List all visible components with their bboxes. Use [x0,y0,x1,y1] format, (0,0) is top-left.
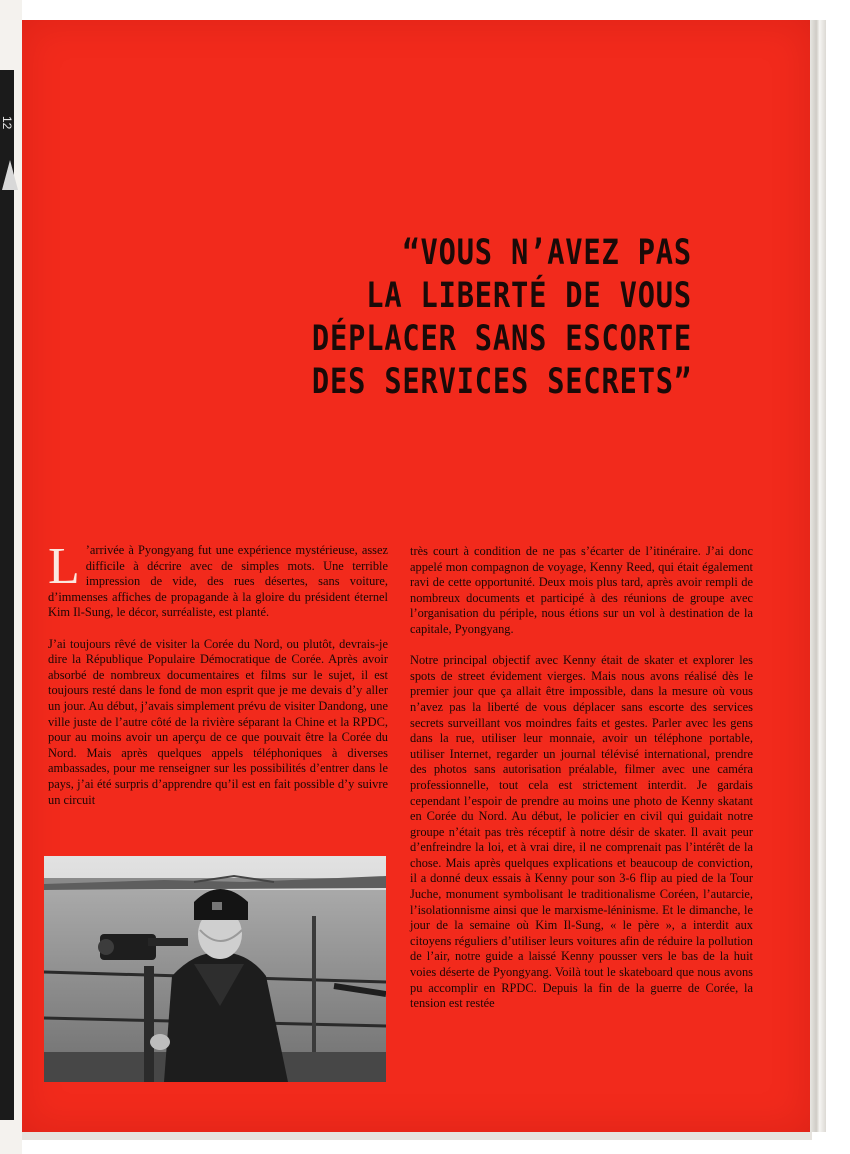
pull-quote-line: DÉPLACER SANS ESCORTE [311,319,692,359]
page-bottom-edge [22,1132,812,1140]
facing-page-edge [0,0,22,1154]
article-paragraph: J’ai toujours rêvé de visiter la Corée du Nord, ou plutôt, devrais-je dire la République Populaire Démocratique de Corée. Après avoir absorbé de nombreux documentaires et films sur le sujet, il est toujours resté dans le fond de mon esprit que je me devais d’y aller un jour. Au début, j’avais simplement prévu de visiter Dandong, une ville juste de l’autre côté de la rivière séparant la Chine et la RPDC, pour au moins avoir un aperçu de ce que pouvait être la Corée du Nord. Mais après quelques appels téléphoniques à diverses ambassades, pour me renseigner sur les possibilités d’entrer dans le pays, j’ai été surpris d’apprendre qu’il est en fait possible d’y suivre un circuit [48,636,388,807]
drop-cap: L [48,538,80,595]
pull-quote-line: LA LIBERTÉ DE VOUS [366,276,692,316]
photo-soldier-image [44,856,386,1082]
article-column-right [410,544,753,1027]
article-column-left [48,538,388,824]
article-paragraph [48,538,388,621]
article-paragraph: très court à condition de ne pas s’écarter de l’itinéraire. J’ai donc appelé mon compagnon de voyage, Kenny Reed, qui était également ravi de cette opportunité. Deux mois plus tard, après avoir rempli de nombreux documents et participé à des réunions de groupe avec l’organisation du périple, nous étions sur un vol à destination de la capitale, Pyongyang. [410,544,753,636]
pull-quote [298,232,692,404]
article-photo [44,856,386,1082]
paragraph-text: ’arrivée à Pyongyang fut une expérience mystérieuse, assez difficile à décrire avec de simples mots. Une terrible impression de vide, des rues désertes, sans voiture, d’immenses affiches de propagande à la gloire du président éternel Kim Il-Sung, le décor, surréaliste, est planté. [48,543,388,620]
pull-quote-line: “VOUS N’AVEZ PAS [402,233,692,273]
page-number: 12 [0,116,14,130]
article-paragraph: Notre principal objectif avec Kenny était de skater et explorer les spots de street évidement vierges. Mais nous avons réalisé dès le premier jour que ça allait être impossible, dans la mesure où vous n’avez pas la liberté de vous déplacer sans escorte des services secrets surveillant vos moindres faits et gestes. Parler avec les gens dans la rue, utiliser leur monnaie, avoir un téléphone portable, utiliser Internet, regarder un journal télévisé international, prendre des photos sans autorisation préalable, filmer avec une caméra professionnelle, tout cela est strictement interdit. Je gardais cependant l’espoir de prendre au moins une photo de Kenny skatant en Corée du Nord. Au début, le policier en civil qui guidait notre groupe n’était pas très réceptif à notre désir de skater. Il avait peur d’enfreindre la loi, et à vrai dire, il ne comprenait pas l’intérêt de la chose. Mais après quelques explications et beaucoup de conviction, il a donné deux essais à Kenny pour son 3-6 flip au pied de la Tour Juche, monument symbolisant le traditionalisme Coréen, l’autarcie, l’isolationnisme ainsi que le marxisme-léninisme. Et le dimanche, le jour de la semaine où Kim Il-Sung, « le père », a interdit aux citoyens réguliers d’utiliser leurs voitures afin de réduire la pollution de l’air, notre guide a laissé Kenny pousser vers le bas de la huit voies déserte de Pyongyang. Voilà tout le skateboard que nous avons pu accomplir en RPDC. Depuis la fin de la guerre de Corée, la tension est restée [410,653,753,1011]
pull-quote-line: DES SERVICES SECRETS” [311,362,692,402]
page-stack-edge [810,20,826,1132]
facing-page-graphic [2,160,18,190]
facing-page-photo-strip [0,70,14,1120]
